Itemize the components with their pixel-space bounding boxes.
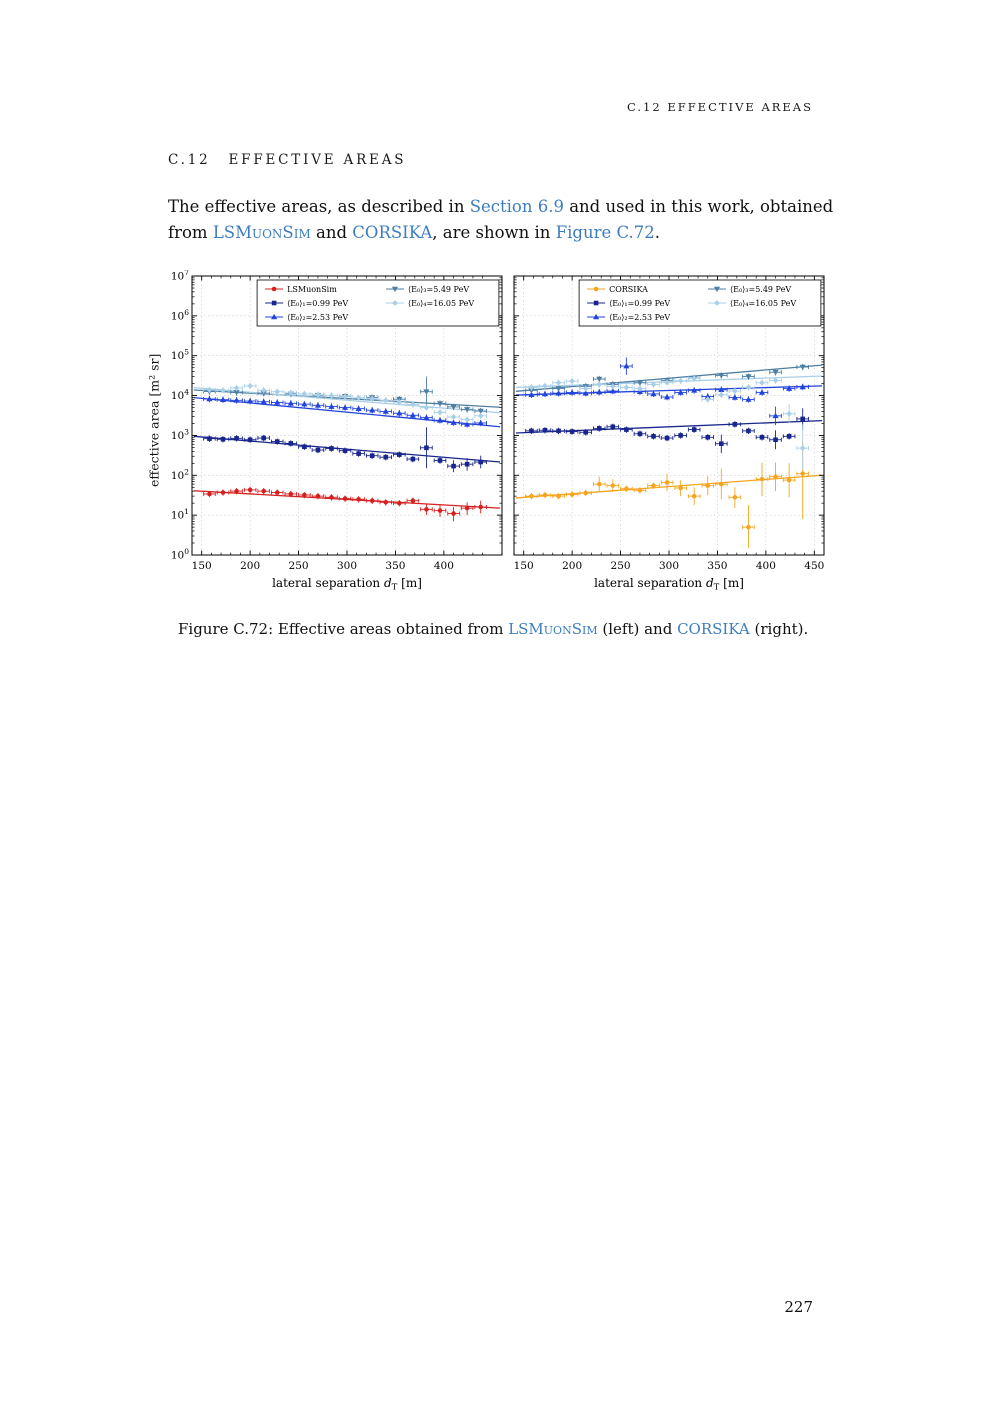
page-number: 227 <box>784 1298 813 1316</box>
figure-c72 <box>146 270 846 640</box>
svg-text:102: $10^2$ <box>170 467 189 482</box>
svg-text:150: 150 <box>191 560 212 572</box>
caption-lsmuonsim-link[interactable]: LSMuonSim <box>508 620 598 638</box>
svg-text:⟨E₀⟩₃=5.49 PeV: ⟨E₀⟩₃=5.49 PeV <box>730 284 792 294</box>
svg-text:⟨E₀⟩₂=2.53 PeV: ⟨E₀⟩₂=2.53 PeV <box>609 312 671 322</box>
y-axis-label: effective area [m² sr] <box>146 353 162 488</box>
caption-text: Figure C.72: Effective areas obtained from <box>178 620 509 638</box>
svg-text:200: 200 <box>562 560 583 572</box>
plot-corsika <box>506 270 828 599</box>
svg-text:LSMuonSim: LSMuonSim <box>287 284 337 294</box>
svg-text:400: 400 <box>755 560 776 572</box>
svg-text:⟨E₀⟩₂=2.53 PeV: ⟨E₀⟩₂=2.53 PeV <box>287 312 349 322</box>
plot-lsmuonsim <box>162 270 506 599</box>
svg-text:⟨E₀⟩₁=0.99 PeV: ⟨E₀⟩₁=0.99 PeV <box>609 298 671 308</box>
svg-text:300: 300 <box>658 560 680 572</box>
svg-text:150: 150 <box>513 560 534 572</box>
svg-text:400: 400 <box>433 560 454 572</box>
paragraph-text: and used in this work, obtained from <box>168 197 834 242</box>
svg-text:106: $10^6$ <box>170 307 189 323</box>
figure-c72-link[interactable]: Figure C.72 <box>555 223 655 242</box>
caption-text: (left) and <box>597 620 678 638</box>
svg-text:450: 450 <box>804 560 825 572</box>
svg-text:250: 250 <box>288 560 309 572</box>
section-6-9-link[interactable]: Section 6.9 <box>469 197 564 216</box>
svg-text:350: 350 <box>385 560 406 572</box>
svg-text:200: 200 <box>240 560 261 572</box>
svg-text:250: 250 <box>610 560 631 572</box>
svg-text:105: $10^5$ <box>170 347 189 363</box>
svg-text:lateral separation dT [m]: lateral separation $d_T$ [m] <box>272 576 422 593</box>
paragraph-text: and <box>310 223 353 242</box>
section-title: EFFECTIVE AREAS <box>228 152 407 168</box>
corsika-link[interactable]: CORSIKA <box>352 223 433 242</box>
paragraph-text: The effective areas, as described in <box>168 197 470 216</box>
section-number: C.12 <box>168 152 211 168</box>
svg-text:lateral separation dT [m]: lateral separation $d_T$ [m] <box>594 576 744 593</box>
figure-caption <box>178 619 823 640</box>
svg-text:107: $10^7$ <box>170 270 189 283</box>
running-header: C.12 EFFECTIVE AREAS <box>627 100 813 114</box>
svg-text:CORSIKA: CORSIKA <box>609 284 648 294</box>
svg-text:⟨E₀⟩₄=16.05 PeV: ⟨E₀⟩₄=16.05 PeV <box>408 298 475 308</box>
svg-text:300: 300 <box>336 560 358 572</box>
paragraph-text: . <box>654 223 661 242</box>
svg-text:103: $10^3$ <box>170 427 189 442</box>
svg-text:101: $10^1$ <box>170 507 189 522</box>
svg-text:100: $10^0$ <box>170 547 189 562</box>
svg-text:⟨E₀⟩₄=16.05 PeV: ⟨E₀⟩₄=16.05 PeV <box>730 298 797 308</box>
caption-text: (right). <box>749 620 809 638</box>
charts-row <box>146 270 846 599</box>
lsmuonsim-link[interactable]: LSMuonSim <box>212 223 311 242</box>
section-heading <box>168 152 406 168</box>
svg-text:104: $10^4$ <box>170 387 189 403</box>
svg-text:⟨E₀⟩₃=5.49 PeV: ⟨E₀⟩₃=5.49 PeV <box>408 284 470 294</box>
caption-corsika-link[interactable]: CORSIKA <box>677 620 750 638</box>
svg-text:⟨E₀⟩₁=0.99 PeV: ⟨E₀⟩₁=0.99 PeV <box>287 298 349 308</box>
svg-text:350: 350 <box>707 560 728 572</box>
paragraph-text: , are shown in <box>432 223 556 242</box>
intro-paragraph <box>168 194 843 246</box>
